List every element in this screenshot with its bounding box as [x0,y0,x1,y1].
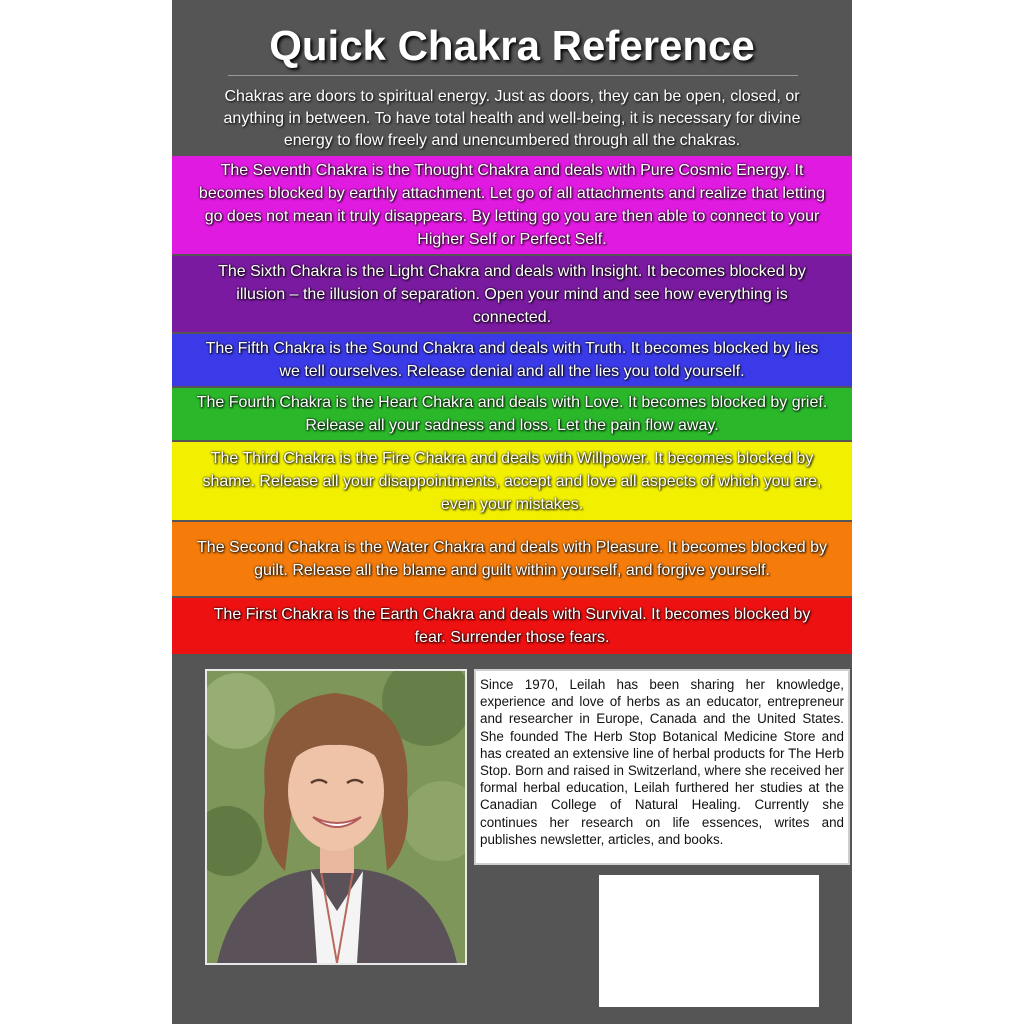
chakra-band-fifth [172,334,852,386]
chakra-band-second [172,522,852,596]
chakra-band-first [172,598,852,654]
chakra-band-fourth [172,388,852,440]
page-title: Quick Chakra Reference [269,22,755,69]
chakra-text-sixth: The Sixth Chakra is the Light Chakra and deals with Insight. It becomes blocked by illusion – the illusion of separation. Open your mind and see how everything is connected. [218,262,806,326]
chakra-text-third: The Third Chakra is the Fire Chakra and deals with Willpower. It becomes blocked by shame. Release all your disappointments, accept and love all aspects of which you are, even your mistakes. [202,449,822,513]
author-portrait-illustration [207,671,465,963]
chakra-text-first: The First Chakra is the Earth Chakra and deals with Survival. It becomes blocked by fear. Surrender those fears. [213,606,811,646]
title-divider [228,75,798,76]
book-back-cover [172,0,852,1024]
chakra-text-fifth: The Fifth Chakra is the Sound Chakra and deals with Truth. It becomes blocked by lies we tell ourselves. Release denial and all the lies you told yourself. [205,340,819,380]
barcode-area [599,875,819,1007]
author-bio-box [474,669,850,865]
intro-paragraph: Chakras are doors to spiritual energy. Just as doors, they can be open, closed, or anything in between. To have total health and well-being, it is necessary for divine energy to flow freely and unencumbered through all the chakras. [223,88,801,149]
chakra-text-second: The Second Chakra is the Water Chakra and deals with Pleasure. It becomes blocked by guilt. Release all the blame and guilt within yourself, and forgive yourself. [197,539,827,579]
chakra-band-sixth [172,256,852,332]
chakra-band-third [172,442,852,520]
author-bio-text: Since 1970, Leilah has been sharing her knowledge, experience and love of herbs as an educator, entrepreneur and researcher in Europe, Canada and the United States. She founded The Herb Stop Botanical Medicine Store and has created an extensive line of herbal products for The Herb Stop. Born and raised in Switzerland, where she received her formal herbal education, Leilah furthered her studies at the Canadian College of Natural Healing. Currently she continues her research on life essences, writes and publishes newsletter, articles, and books. [480,677,844,847]
author-photo [205,669,467,965]
chakra-text-fourth: The Fourth Chakra is the Heart Chakra and deals with Love. It becomes blocked by grief. Release all your sadness and loss. Let the pain flow away. [196,394,828,434]
chakra-band-seventh [172,156,852,254]
chakra-text-seventh: The Seventh Chakra is the Thought Chakra and deals with Pure Cosmic Energy. It becomes blocked by earthly attachment. Let go of all attachments and realize that letting go does not mean it truly disappears. By letting go you are then able to connect to your Higher Self or Perfect Self. [198,162,826,248]
